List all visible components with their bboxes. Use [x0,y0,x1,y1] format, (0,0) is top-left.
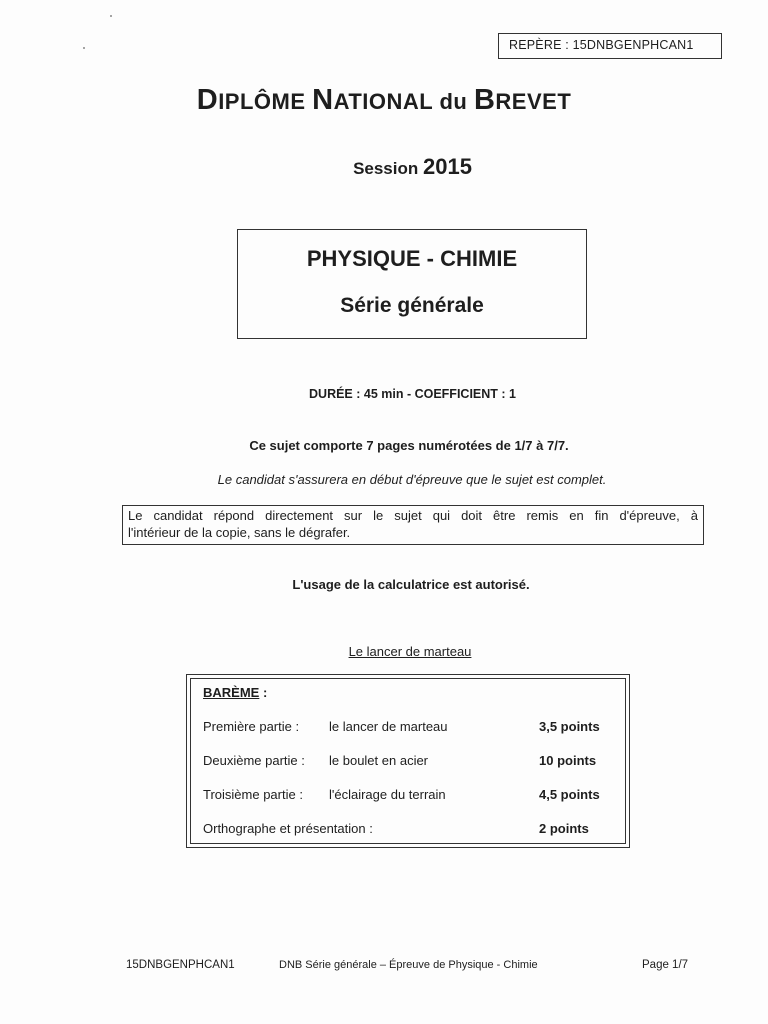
page-title: DIPLÔME NATIONAL du BREVET [196,84,572,116]
instruction-box [122,505,704,545]
session-label: Session [353,159,423,178]
grading-row: Orthographe et présentation : 2 points [203,821,589,836]
scan-speck [83,47,85,49]
subject-title: PHYSIQUE - CHIMIE [306,246,518,271]
session-year: 2015 [422,154,472,179]
grading-scale-title: BARÈME : [203,685,268,700]
instruction-line-1: Le candidat répond directement sur le sujet qui doit être remis en fin d'épreuve, à [128,508,698,523]
instruction-line-2: l'intérieur de la copie, sans le dégrafer. [128,524,351,540]
footer-description: DNB Série générale – Épreuve de Physique - Chimie [279,959,538,971]
duration-coefficient: DURÉE : 45 min - COEFFICIENT : 1 [309,387,516,401]
subject-series: Série générale [340,294,484,317]
page-count-note: Ce sujet comporte 7 pages numérotées de 1/7 à 7/7. [249,438,569,453]
calculator-note: L'usage de la calculatrice est autorisé. [292,577,530,592]
grading-scale-box [186,674,630,848]
section-title: Le lancer de marteau [348,644,472,659]
scan-speck [110,15,112,17]
footer-page-number: Page 1/7 [642,959,689,971]
footer-code: 15DNBGENPHCAN1 [126,959,235,971]
session-line [0,154,768,180]
completeness-note: Le candidat s'assurera en début d'épreuve que le sujet est complet. [217,472,607,487]
grading-row: Deuxième partie : le boulet en acier 10 points [203,753,597,768]
grading-row: Première partie : le lancer de marteau 3,5 points [203,719,600,734]
reference-box: REPÈRE : 15DNBGENPHCAN1 [498,33,722,59]
grading-row: Troisième partie : l'éclairage du terrain 4,5 points [203,787,600,802]
subject-box [237,229,587,339]
